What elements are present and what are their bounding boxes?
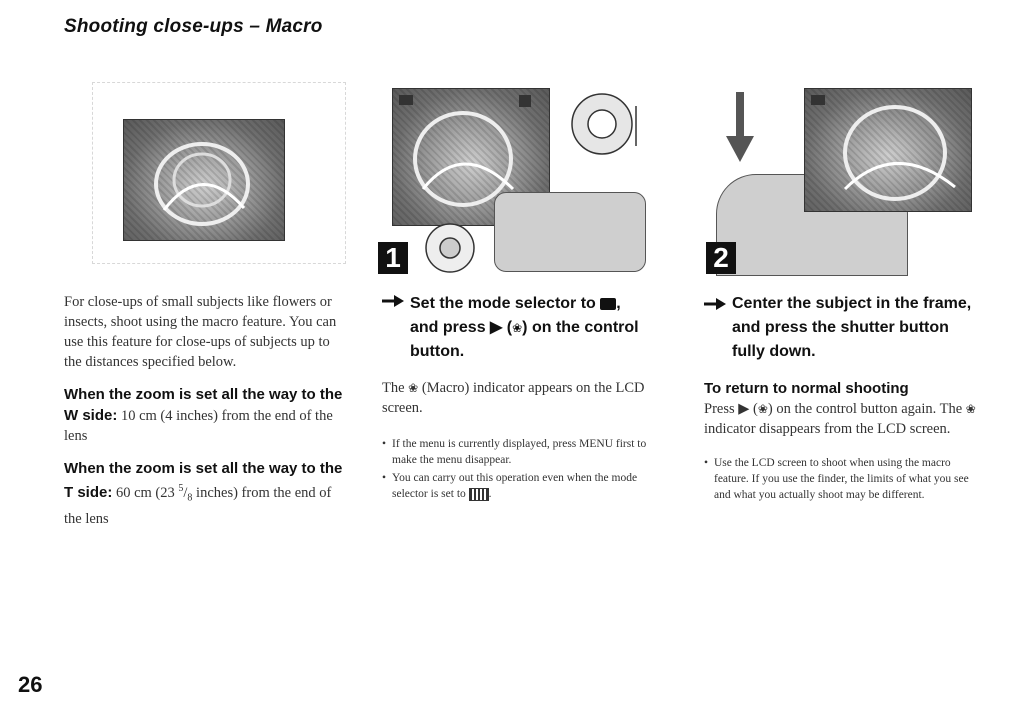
step2-heading: Center the subject in the frame, and press the shutter button fully down. xyxy=(732,295,972,360)
t-side-frac-den: 8 xyxy=(187,492,193,504)
return-text-b: ) on the control button again. The xyxy=(767,401,963,417)
step1-note-2: • You can carry out this operation even when the mode selector is set to . xyxy=(382,470,652,502)
step2-heading-block xyxy=(704,292,980,364)
page-title: Shooting close-ups – Macro xyxy=(64,16,323,37)
return-text-a: Press ▶ ( xyxy=(704,401,758,417)
intro-paragraph: For close-ups of small subjects like flowers or insects, shoot using the macro feature. You can use this feature for close-ups of subjects up to the distances specified below. xyxy=(64,294,337,370)
page-number: 26 xyxy=(18,672,43,697)
t-side-heading: When the zoom is set all the way to the T side: xyxy=(64,460,343,501)
w-side-heading: When the zoom is set all the way to the W side: xyxy=(64,386,343,424)
step1-heading-b: and press ▶ ( xyxy=(410,319,513,336)
return-body xyxy=(704,399,980,439)
macro-indicator-icon-2: ❀ xyxy=(965,402,976,416)
step1-heading-a: Set the mode selector to xyxy=(410,295,596,312)
step1-note-1: • If the menu is currently displayed, press MENU first to make the menu disappear. xyxy=(382,436,652,468)
step1-body-a: The xyxy=(382,380,405,396)
step1-body xyxy=(382,378,652,418)
t-side-frac-num: 5 xyxy=(178,483,184,494)
control-button-icon xyxy=(422,220,478,276)
press-arrow-icon xyxy=(720,92,760,172)
movie-mode-icon xyxy=(469,488,489,501)
step1-note-2-text: You can carry out this operation even when the mode selector is set to xyxy=(392,472,638,500)
mode-dial-icon xyxy=(564,86,644,166)
macro-flower-icon: ❀ xyxy=(512,321,523,335)
flower-photo xyxy=(123,119,285,241)
t-side-text-a: 60 cm (23 xyxy=(115,484,175,501)
step1-heading-c: ) on the control button. xyxy=(410,319,639,360)
step1-notes xyxy=(382,436,652,502)
left-column xyxy=(64,292,344,529)
step1-number: 1 xyxy=(378,242,408,274)
step-arrow-icon xyxy=(382,294,404,308)
macro-indicator-icon: ❀ xyxy=(408,381,419,395)
t-side-paragraph: When the zoom is set all the way to the T side: 60 cm (23 $^5/_8$ inches) from the end of the lens xyxy=(64,460,343,527)
step1-illustration xyxy=(374,82,670,278)
step2-notes xyxy=(704,455,980,503)
step2-number: 2 xyxy=(706,242,736,274)
camera-body xyxy=(494,192,646,272)
flower-illustration xyxy=(92,82,346,264)
step2-illustration xyxy=(700,82,980,278)
w-side-paragraph xyxy=(64,384,344,446)
step-arrow-icon-2 xyxy=(704,297,726,311)
lcd-preview-2 xyxy=(804,88,972,212)
step1-body-b: (Macro) indicator appears on the LCD screen. xyxy=(382,380,645,416)
macro-flower-icon-2: ❀ xyxy=(757,402,768,416)
return-heading: To return to normal shooting xyxy=(704,380,909,397)
camera-mode-icon xyxy=(600,298,616,310)
lcd-flower-icon-2 xyxy=(805,89,971,211)
return-text-c: indicator disappears from the LCD screen. xyxy=(704,421,951,437)
step1-heading: Set the mode selector to , and press ▶ (❀) on the control button. xyxy=(382,292,652,364)
step2-column xyxy=(704,292,980,505)
flower-shape-icon xyxy=(124,120,284,240)
step2-note: • Use the LCD screen to shoot when using the macro feature. If you use the finder, the limits of what you see and what you actually shoot may be different. xyxy=(704,455,980,503)
step1-column xyxy=(382,292,652,504)
t-side-text-b: inches) from the end of the lens xyxy=(64,484,332,527)
w-side-text: 10 cm (4 inches) from the end of the lens xyxy=(64,408,333,444)
